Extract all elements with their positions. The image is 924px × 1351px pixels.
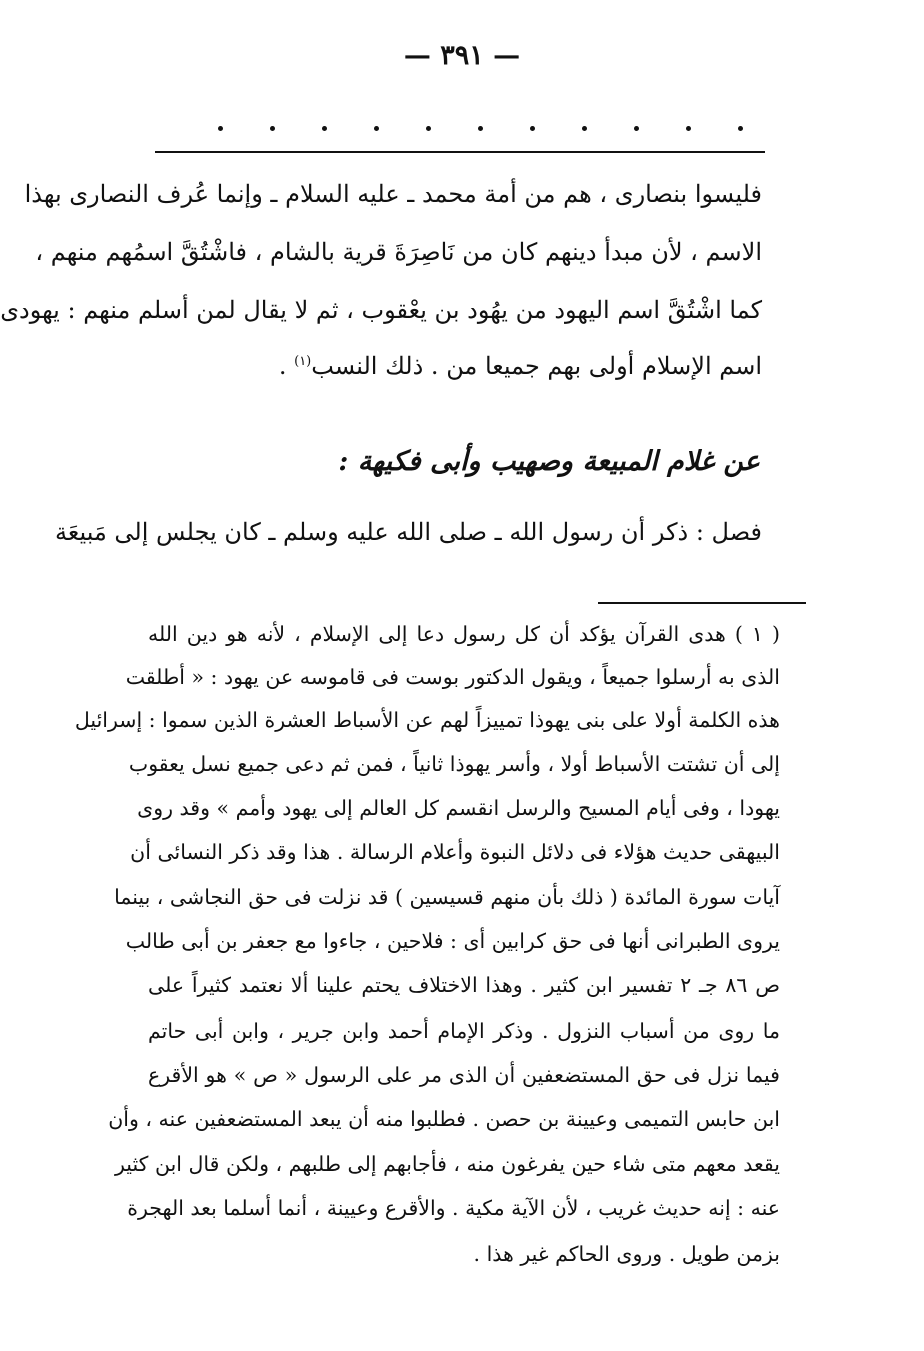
- footnote-line: ابن حابس التميمى وعيينة بن حصن . فطلبوا منه أن يبعد المستضعفين عنه ، وأن: [108, 1107, 780, 1131]
- dot-icon: [738, 126, 743, 131]
- dot-icon: [582, 126, 587, 131]
- main-paragraph: [0, 180, 762, 400]
- footnote-line: هذه الكلمة أولا على بنى يهوذا تمييزاً لهم عن الأسباط العشرة الذين سموا : إسرائيل: [74, 708, 780, 732]
- section-heading: عن غلام المبيعة وصهيب وأبى فكيهة :: [338, 446, 760, 477]
- footnote-line: يروى الطبرانى أنها فى حق كرابين أى : فلاحين ، جاءوا مع جعفر بن أبى طالب: [125, 929, 780, 953]
- page-number: — ٣٩١ —: [403, 40, 521, 71]
- footnote-line: الذى به أرسلوا جميعاً ، ويقول الدكتور بوست فى قاموسه عن يهود : « أطلقت: [125, 665, 780, 689]
- footnote-ref: (١): [294, 354, 312, 369]
- footnote-rule: [598, 602, 806, 604]
- footnote-line: فيما نزل فى حق المستضعفين أن الذى مر على الرسول « ص » هو الأقرع: [148, 1063, 780, 1087]
- dot-icon: [634, 126, 639, 131]
- footnote-block: [74, 622, 780, 1312]
- dot-icon: [426, 126, 431, 131]
- footnote-line: ص ٨٦ جـ ٢ تفسير ابن كثير . وهذا الاختلاف يحتم علينا ألا نعتمد كثيراً على: [148, 973, 780, 997]
- main-line: الاسم ، لأن مبدأ دينهم كان من نَاصِرَةَ قرية بالشام ، فاشْتُقَّ اسمُهم منهم ،: [35, 238, 762, 266]
- footnote-line: يقعد معهم متى شاء حين يفرغون منه ، فأجابهم إلى طلبهم ، ولكن قال ابن كثير: [115, 1152, 780, 1176]
- dot-icon: [218, 126, 223, 131]
- footnote-line: ما روى من أسباب النزول . وذكر الإمام أحمد وابن جرير ، وابن أبى حاتم: [148, 1019, 780, 1043]
- main-line-last: [150, 352, 762, 380]
- footnote-line: بزمن طويل . وروى الحاكم غير هذا .: [473, 1242, 780, 1266]
- footnote-line: عنه : إنه حديث غريب ، لأن الآية مكية . والأقرع وعيينة ، أنما أسلما بعد الهجرة: [127, 1196, 780, 1220]
- main-line-text: اسم الإسلام أولى بهم جميعا من . ذلك النسب: [311, 352, 762, 380]
- ornamental-dots: [200, 118, 740, 138]
- dot-icon: [322, 126, 327, 131]
- dot-icon: [478, 126, 483, 131]
- main-line: فليسوا بنصارى ، هم من أمة محمد ـ عليه السلام ـ وإنما عُرف النصارى بهذا: [24, 180, 762, 208]
- top-rule: [155, 151, 765, 153]
- footnote-line: يهودا ، وفى أيام المسيح والرسل انقسم كل العالم إلى يهود وأمم » وقد روى: [137, 796, 780, 820]
- dot-icon: [270, 126, 275, 131]
- dot-icon: [686, 126, 691, 131]
- footnote-line: آيات سورة المائدة ( ذلك بأن منهم قسيسين ) قد نزلت فى حق النجاشى ، بينما: [114, 885, 780, 909]
- footnote-line: إلى أن تشتت الأسباط أولا ، وأسر يهوذا ثانياً ، فمن ثم دعى جميع نسل يعقوب: [128, 752, 780, 776]
- dot-icon: [374, 126, 379, 131]
- footnote-line: البيهقى حديث هؤلاء فى دلائل النبوة وأعلام الرسالة . هذا وقد ذكر النسائى أن: [130, 840, 780, 864]
- section-text: فصل : ذكر أن رسول الله ـ صلى الله عليه وسلم ـ كان يجلس إلى مَبيعَة: [55, 518, 762, 546]
- main-line-end: .: [278, 352, 295, 380]
- dot-icon: [530, 126, 535, 131]
- footnote-line: ( ١ ) هدى القرآن يؤكد أن كل رسول دعا إلى الإسلام ، لأنه هو دين الله: [148, 622, 780, 646]
- main-line: كما اشْتُقَّ اسم اليهود من يهُود بن يعْقوب ، ثم لا يقال لمن أسلم منهم : يهودى: [0, 296, 762, 324]
